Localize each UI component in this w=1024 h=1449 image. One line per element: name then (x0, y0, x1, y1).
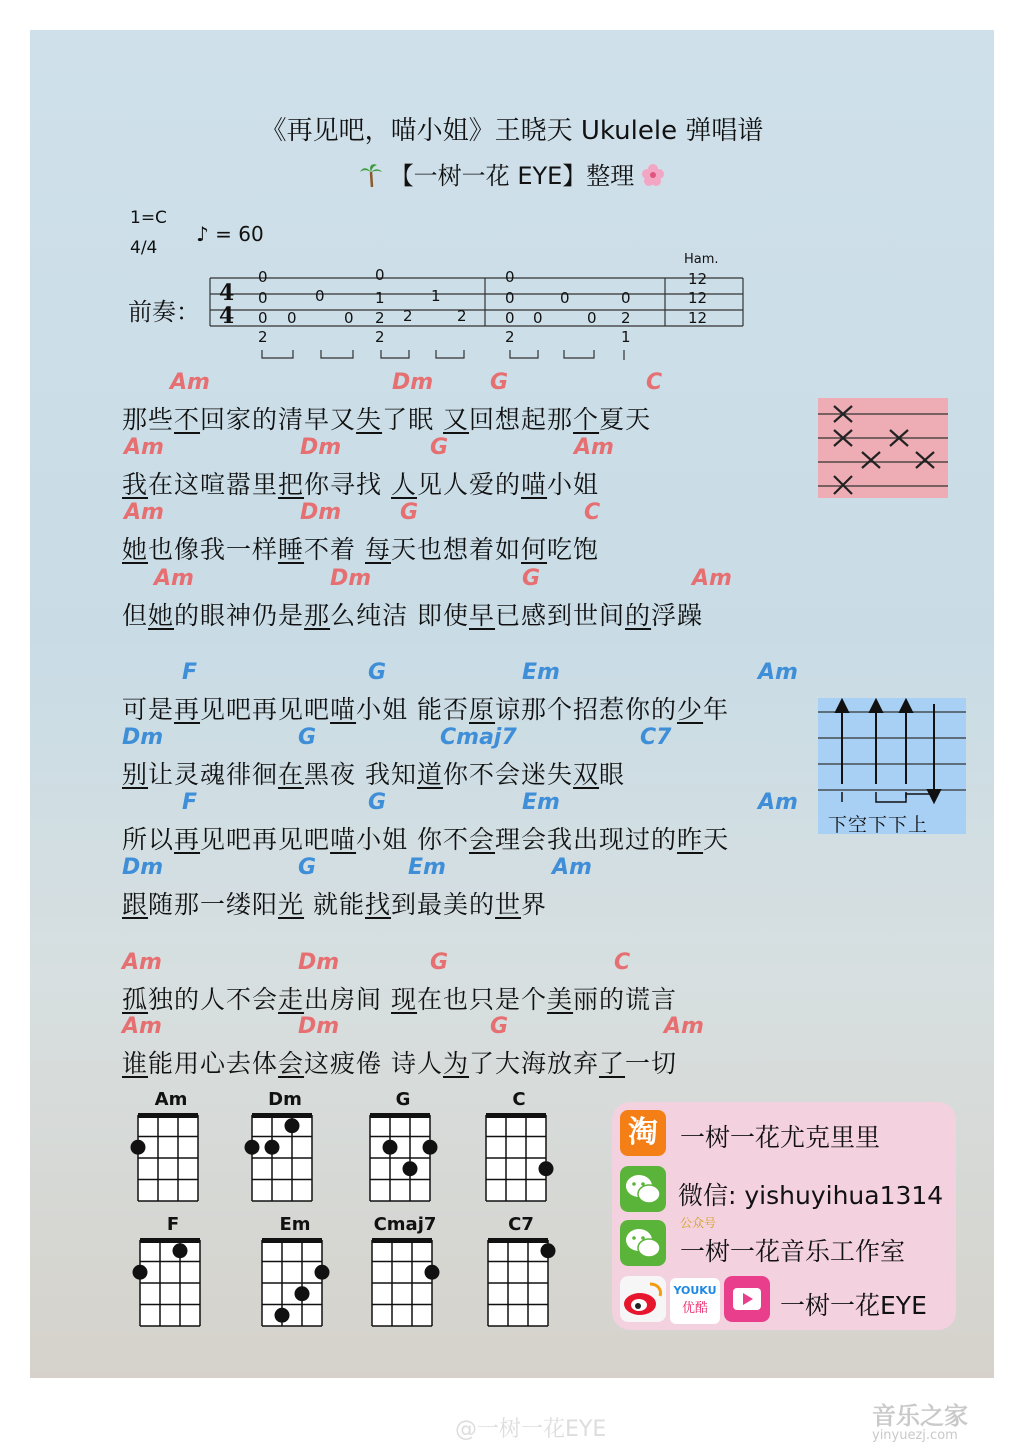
lyric-segment: 你寻找 (304, 470, 391, 499)
lyric-segment: 再 (174, 825, 201, 854)
tab-number: 12 (688, 270, 708, 288)
chord-label: G (490, 1014, 509, 1039)
chord-diagram (244, 1111, 326, 1207)
lyric-line (122, 465, 599, 501)
chord-diagram (130, 1111, 212, 1207)
tab-number: 0 (505, 309, 515, 327)
lyric-segment: 再 (174, 695, 201, 724)
tab-number: 1 (621, 328, 631, 346)
chord-label: Dm (330, 566, 372, 591)
lyric-segment: 每 (365, 535, 392, 564)
wechat-id: 微信: yishuyihua1314 (678, 1181, 944, 1210)
chord-diagram-name: Am (154, 1089, 188, 1110)
tab-number: 0 (560, 289, 570, 307)
lyric-segment: 原 (469, 695, 496, 724)
tab-number: 0 (587, 309, 597, 327)
chord-label: Em (522, 790, 560, 815)
chord-label: Am (574, 435, 614, 460)
chord-diagram (132, 1236, 214, 1332)
lyric-segment: 人 (391, 470, 418, 499)
chord-label: Am (664, 1014, 704, 1039)
watermark: 音乐之家 (872, 1402, 968, 1430)
chord-label: Dm (122, 855, 164, 880)
lyric-segment: 走 (278, 985, 305, 1014)
tab-number: 12 (688, 289, 708, 307)
chord-label: Am (758, 660, 798, 685)
arranger-text: 【一树一花 EYE】整理 (389, 162, 635, 190)
lyric-segment: 找 (365, 890, 392, 919)
lyric-segment: 让灵魂徘徊 (148, 760, 279, 789)
lyric-segment: 也像我一样 (148, 535, 279, 564)
watermark-url: yinyuezj.com (872, 1428, 958, 1443)
tab-number: 12 (688, 309, 708, 327)
official-account: 一树一花音乐工作室 (680, 1237, 906, 1266)
lyric-segment: 她 (148, 601, 175, 630)
tab-number: 0 (505, 289, 515, 307)
lyric-segment: 天也想着如 (391, 535, 522, 564)
chord-diagram-name: Cmaj7 (373, 1214, 437, 1235)
svg-text:4: 4 (219, 303, 235, 329)
chord-label: G (430, 950, 449, 975)
lyric-segment: 就能 (304, 890, 365, 919)
lyric-segment: 这疲倦 诗人 (304, 1049, 443, 1078)
time-signature: 4/4 (130, 238, 158, 258)
chord-label: F (182, 660, 198, 685)
lyric-line (122, 820, 729, 856)
chord-diagram-name: Em (279, 1214, 311, 1235)
tab-number: 0 (315, 287, 325, 305)
chord-diagram-name: F (166, 1214, 180, 1235)
chord-label: G (368, 790, 387, 815)
tab-number: 0 (344, 309, 354, 327)
lyric-segment: 少 (677, 695, 704, 724)
lyric-segment: 出房间 (304, 985, 391, 1014)
lyric-segment: 可是 (122, 695, 175, 724)
chord-label: G (400, 500, 419, 525)
tab-number: 0 (258, 309, 268, 327)
lyric-line (122, 755, 625, 791)
lyric-segment: 早 (469, 601, 496, 630)
chord-diagram (364, 1236, 446, 1332)
lyric-segment: 跟 (122, 890, 149, 919)
tab-number: 0 (258, 268, 268, 286)
chord-label: Em (408, 855, 446, 880)
arranger-line (0, 156, 1024, 191)
tempo: ♪ = 60 (196, 222, 264, 246)
tab-number: 0 (533, 309, 543, 327)
lyric-segment: 光 (278, 890, 305, 919)
lyric-segment: 回家的清早又 (200, 405, 357, 434)
chord-label: G (430, 435, 449, 460)
lyric-segment: 的眼神仍是 (174, 601, 305, 630)
lyric-line (122, 596, 703, 632)
chord-label: Dm (298, 1014, 340, 1039)
lyric-segment: 夏天 (599, 405, 652, 434)
lyric-segment: 她 (122, 535, 149, 564)
chord-diagram (480, 1236, 562, 1332)
lyric-line (122, 530, 599, 566)
lyric-segment: 见吧再见吧 (200, 695, 331, 724)
lyric-segment: 在也只是个 (417, 985, 548, 1014)
chord-diagram-name: C7 (508, 1214, 534, 1235)
chord-label: Am (122, 950, 162, 975)
youku-text: YOUKU (673, 1284, 717, 1297)
wechat-icon (620, 1166, 666, 1212)
lyric-segment: 昨 (677, 825, 704, 854)
lyric-segment: 别 (122, 760, 149, 789)
lyric-segment: 睡 (278, 535, 305, 564)
chord-diagram (254, 1236, 336, 1332)
chord-label: C7 (640, 725, 672, 750)
lyric-segment: 个 (573, 405, 600, 434)
lyric-segment: 小姐 能否 (356, 695, 470, 724)
lyric-segment: 了眠 (382, 405, 444, 434)
lyric-segment: 双 (573, 760, 600, 789)
chord-label: Dm (392, 370, 434, 395)
lyric-segment: 吃饱 (547, 535, 600, 564)
chord-label: Am (124, 435, 164, 460)
chord-label: Dm (300, 435, 342, 460)
chord-diagram-name: C (512, 1089, 526, 1110)
lyric-segment: 把 (278, 470, 305, 499)
lyric-segment: 了大海放弃 (469, 1049, 600, 1078)
lyric-line (122, 400, 651, 436)
lyric-segment: 界 (521, 890, 548, 919)
lyric-segment: 现 (391, 985, 418, 1014)
chord-label: Am (124, 500, 164, 525)
tab-number: 0 (621, 289, 631, 307)
chord-label: Dm (122, 725, 164, 750)
taobao-icon-glyph: 淘 (628, 1115, 658, 1150)
lyric-segment: 黑夜 我知 (304, 760, 417, 789)
lyric-segment: 一切 (625, 1049, 678, 1078)
lyric-segment: 的 (625, 601, 652, 630)
chord-label: Am (692, 566, 732, 591)
lyric-segment: 会 (278, 1049, 305, 1078)
chord-label: Am (758, 790, 798, 815)
chord-label: G (298, 725, 317, 750)
lyric-segment: 到最美的 (391, 890, 496, 919)
lyric-segment: 了 (599, 1049, 626, 1078)
lyric-segment: 浮躁 (651, 601, 704, 630)
official-account-small: 公众号 (680, 1216, 717, 1230)
taobao-icon (620, 1110, 666, 1156)
video-icon (724, 1276, 770, 1322)
chord-label: C (584, 500, 601, 525)
intro-label: 前奏： (128, 298, 200, 326)
chord-diagram (478, 1111, 560, 1207)
tab-number: 1 (375, 289, 385, 307)
strum-label: 下空下下上 (828, 814, 929, 836)
tab-number: 1 (431, 287, 441, 305)
lyric-segment: 喵 (330, 825, 357, 854)
chord-label: Dm (298, 950, 340, 975)
lyric-segment: 回想起那 (469, 405, 574, 434)
chord-label: C (614, 950, 631, 975)
tab-number: 2 (505, 328, 515, 346)
chord-diagram (362, 1111, 444, 1207)
lyric-segment: 不着 (304, 535, 365, 564)
tab-number: 2 (258, 328, 268, 346)
lyric-segment: 何 (521, 535, 548, 564)
tab-number: 2 (457, 307, 467, 325)
lyric-segment: 但 (122, 601, 149, 630)
key-signature: 1=C (130, 208, 167, 228)
lyric-segment: 谁 (122, 1049, 149, 1078)
chord-diagram-name: G (395, 1089, 411, 1110)
youku-icon (670, 1278, 720, 1324)
lyric-segment: 孤 (122, 985, 149, 1014)
lyric-segment: 喵 (330, 695, 357, 724)
chord-label: Dm (300, 500, 342, 525)
wechat-official-icon (620, 1220, 666, 1266)
lyric-segment: 那 (304, 601, 331, 630)
footer-handle: @一树一花EYE (455, 1417, 607, 1442)
lyric-line (122, 885, 547, 921)
chord-label: Am (552, 855, 592, 880)
lyric-segment: 为 (443, 1049, 470, 1078)
tab-number: 0 (258, 289, 268, 307)
lyric-segment: 我 (122, 470, 149, 499)
lyric-segment: 见吧再见吧 (200, 825, 331, 854)
lyric-segment: 在这喧嚣里 (148, 470, 279, 499)
chord-diagram-name: Dm (268, 1089, 302, 1110)
chord-label: G (522, 566, 541, 591)
tab-number: 2 (403, 307, 413, 325)
lyric-segment: 天 (703, 825, 730, 854)
tab-number: 2 (621, 309, 631, 327)
lyric-segment: 小姐 (547, 470, 600, 499)
lyric-segment: 所以 (122, 825, 175, 854)
palm-tree-icon (360, 163, 382, 187)
lyric-segment: 年 (703, 695, 730, 724)
lyric-segment: 喵 (521, 470, 548, 499)
lyric-segment: 眼 (599, 760, 626, 789)
flower-icon (642, 164, 664, 186)
tab-number: 0 (375, 266, 385, 284)
weibo-account: 一树一花EYE (780, 1291, 927, 1320)
lyric-segment: 会 (469, 825, 496, 854)
lyric-line (122, 980, 677, 1016)
weibo-icon (620, 1276, 666, 1322)
chord-label: G (490, 370, 509, 395)
lyric-line (122, 690, 729, 726)
chord-label: C (646, 370, 663, 395)
lyric-segment: 美 (547, 985, 574, 1014)
chord-label: Em (522, 660, 560, 685)
chord-label: Cmaj7 (440, 725, 517, 750)
lyric-segment: 独的人不会 (148, 985, 279, 1014)
lyric-segment: 又 (443, 405, 470, 434)
lyric-segment: 失 (356, 405, 383, 434)
lyric-segment: 在 (278, 760, 305, 789)
picking-pattern-box (818, 398, 948, 498)
chord-label: G (368, 660, 387, 685)
harmonic-label: Ham. (684, 252, 719, 267)
lyric-segment: 见人爱的 (417, 470, 522, 499)
tab-number: 2 (375, 309, 385, 327)
svg-text:4: 4 (219, 280, 235, 306)
chord-label: Am (170, 370, 210, 395)
song-title: 《再见吧，喵小姐》王晓天 Ukulele 弹唱谱 (260, 116, 764, 146)
chord-label: Am (154, 566, 194, 591)
tab-number: 0 (505, 268, 515, 286)
lyric-segment: 能用心去体 (148, 1049, 279, 1078)
chord-label: F (182, 790, 198, 815)
chord-label: Am (122, 1014, 162, 1039)
lyric-segment: 谅那个招惹你的 (495, 695, 678, 724)
lyric-segment: 已感到世间 (495, 601, 626, 630)
lyric-segment: 丽的谎言 (573, 985, 678, 1014)
lyric-segment: 世 (495, 890, 522, 919)
lyric-line (122, 1044, 677, 1080)
lyric-segment: 么纯洁 即使 (330, 601, 470, 630)
lyric-segment: 随那一缕阳 (148, 890, 279, 919)
taobao-shop: 一树一花尤克里里 (680, 1123, 881, 1152)
tab-number: 2 (375, 328, 385, 346)
youku-cn: 优酷 (681, 1301, 708, 1316)
tab-number: 0 (287, 309, 297, 327)
lyric-segment: 不 (174, 405, 201, 434)
lyric-segment: 小姐 你不 (356, 825, 470, 854)
lyric-segment: 那些 (122, 405, 175, 434)
chord-label: G (298, 855, 317, 880)
lyric-segment: 你不会迷失 (443, 760, 574, 789)
lyric-segment: 理会我出现过的 (495, 825, 678, 854)
lyric-segment: 道 (417, 760, 444, 789)
